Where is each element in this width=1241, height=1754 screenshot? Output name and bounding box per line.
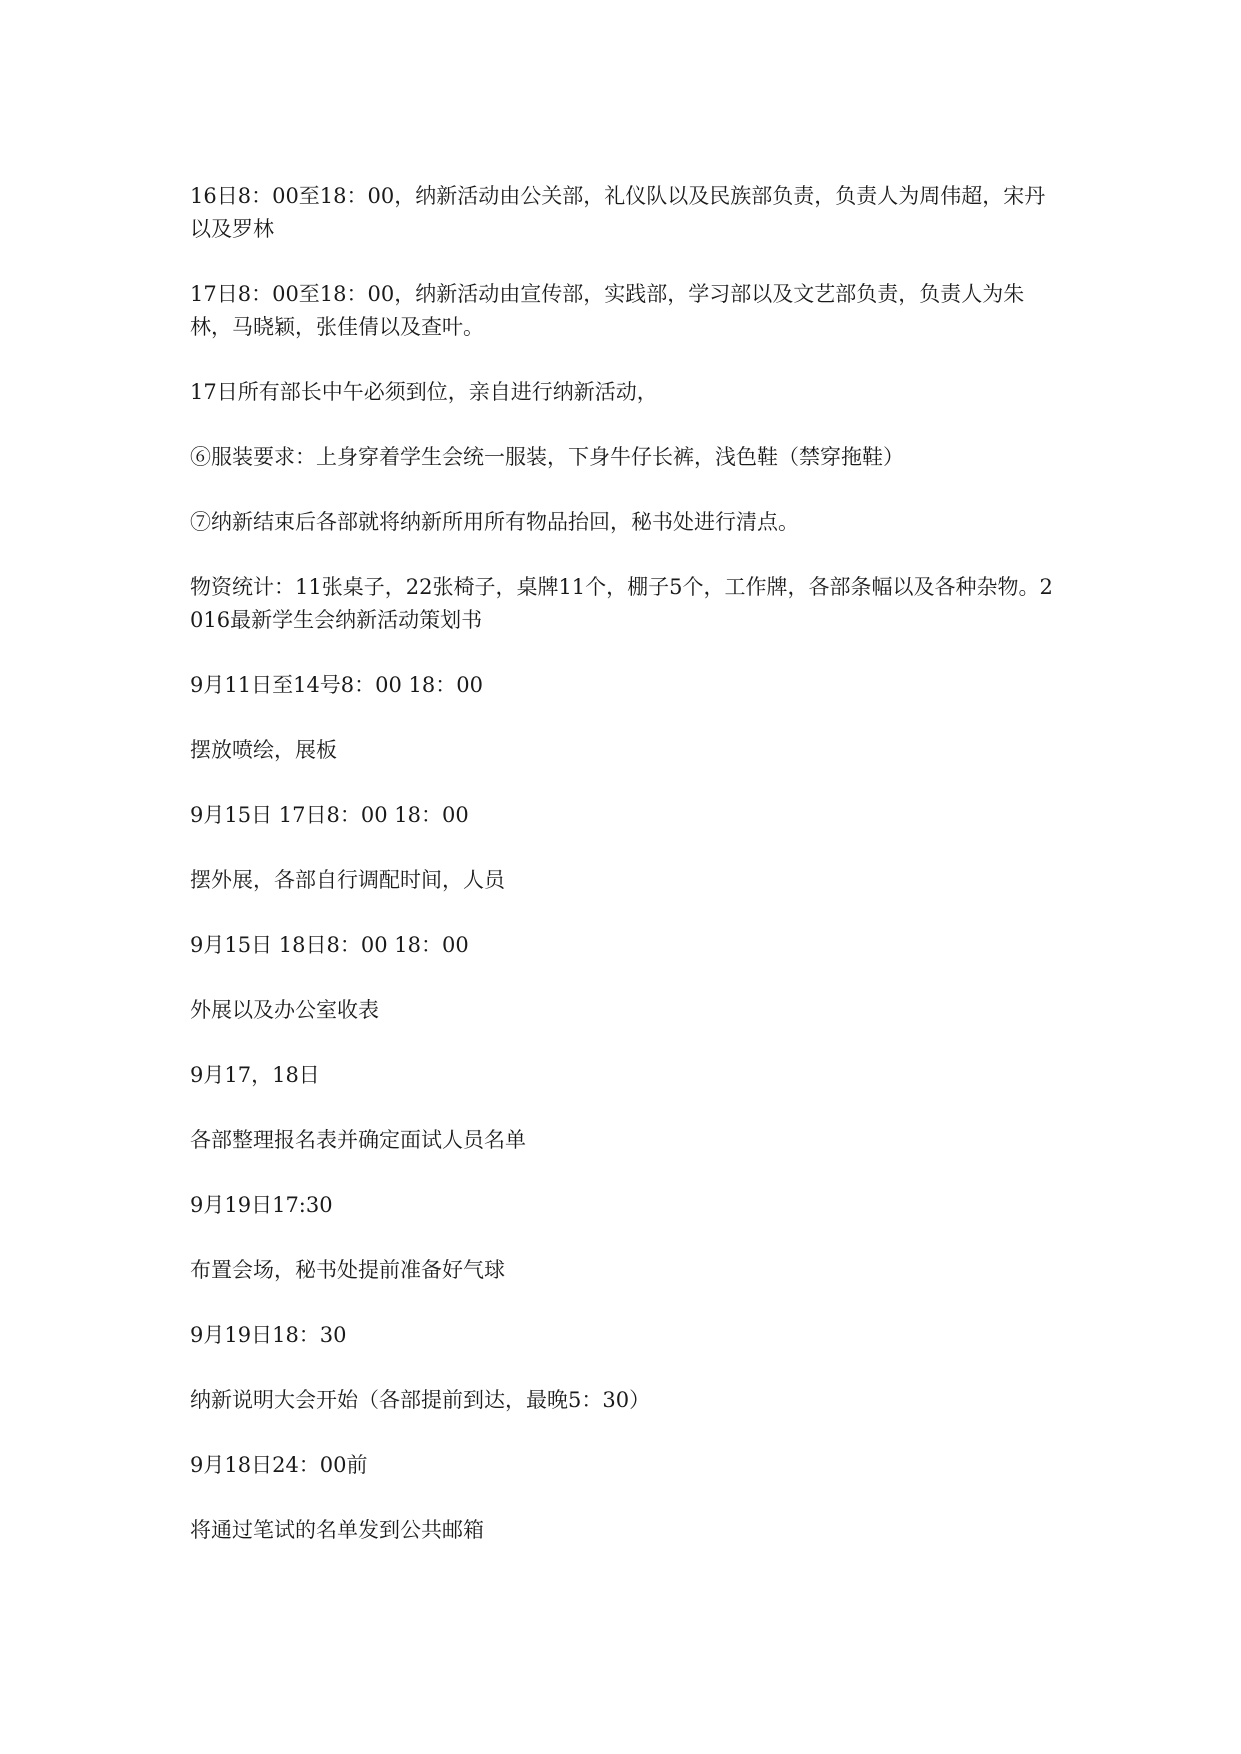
paragraph-3: 17日所有部长中午必须到位，亲自进行纳新活动，: [190, 380, 658, 404]
paragraph-14: 各部整理报名表并确定面试人员名单: [190, 1128, 526, 1152]
paragraph-18: 纳新说明大会开始（各部提前到达，最晚5：30）: [190, 1388, 651, 1412]
paragraph-6: 物资统计：11张桌子，22张椅子，桌牌11个，棚子5个，工作牌，各部条幅以及各种杂物。2016最新学生会纳新活动策划书: [190, 575, 1053, 632]
paragraph-7: 9月11日至14号8：00 18：00: [190, 673, 484, 697]
paragraph-4: ⑥服装要求：上身穿着学生会统一服装，下身牛仔长裤，浅色鞋（禁穿拖鞋）: [190, 445, 904, 469]
document-body: [190, 180, 1060, 1579]
paragraph-5: ⑦纳新结束后各部就将纳新所用所有物品抬回，秘书处进行清点。: [190, 510, 799, 534]
paragraph-19: 9月18日24：00前: [190, 1453, 368, 1477]
paragraph-16: 布置会场，秘书处提前准备好气球: [190, 1258, 505, 1282]
paragraph-1: 16日8：00至18：00，纳新活动由公关部，礼仪队以及民族部负责，负责人为周伟超，宋丹以及罗林: [190, 184, 1046, 241]
paragraph-2: 17日8：00至18：00，纳新活动由宣传部，实践部，学习部以及文艺部负责，负责人为朱林，马晓颖，张佳倩以及查叶。: [190, 282, 1025, 339]
paragraph-10: 摆外展，各部自行调配时间，人员: [190, 868, 505, 892]
paragraph-12: 外展以及办公室收表: [190, 998, 379, 1022]
paragraph-9: 9月15日 17日8：00 18：00: [190, 803, 469, 827]
paragraph-17: 9月19日18：30: [190, 1323, 347, 1347]
paragraph-11: 9月15日 18日8：00 18：00: [190, 933, 469, 957]
paragraph-20: 将通过笔试的名单发到公共邮箱: [190, 1518, 484, 1542]
paragraph-8: 摆放喷绘，展板: [190, 738, 337, 762]
paragraph-15: 9月19日17:30: [190, 1193, 333, 1217]
paragraph-13: 9月17，18日: [190, 1063, 320, 1087]
